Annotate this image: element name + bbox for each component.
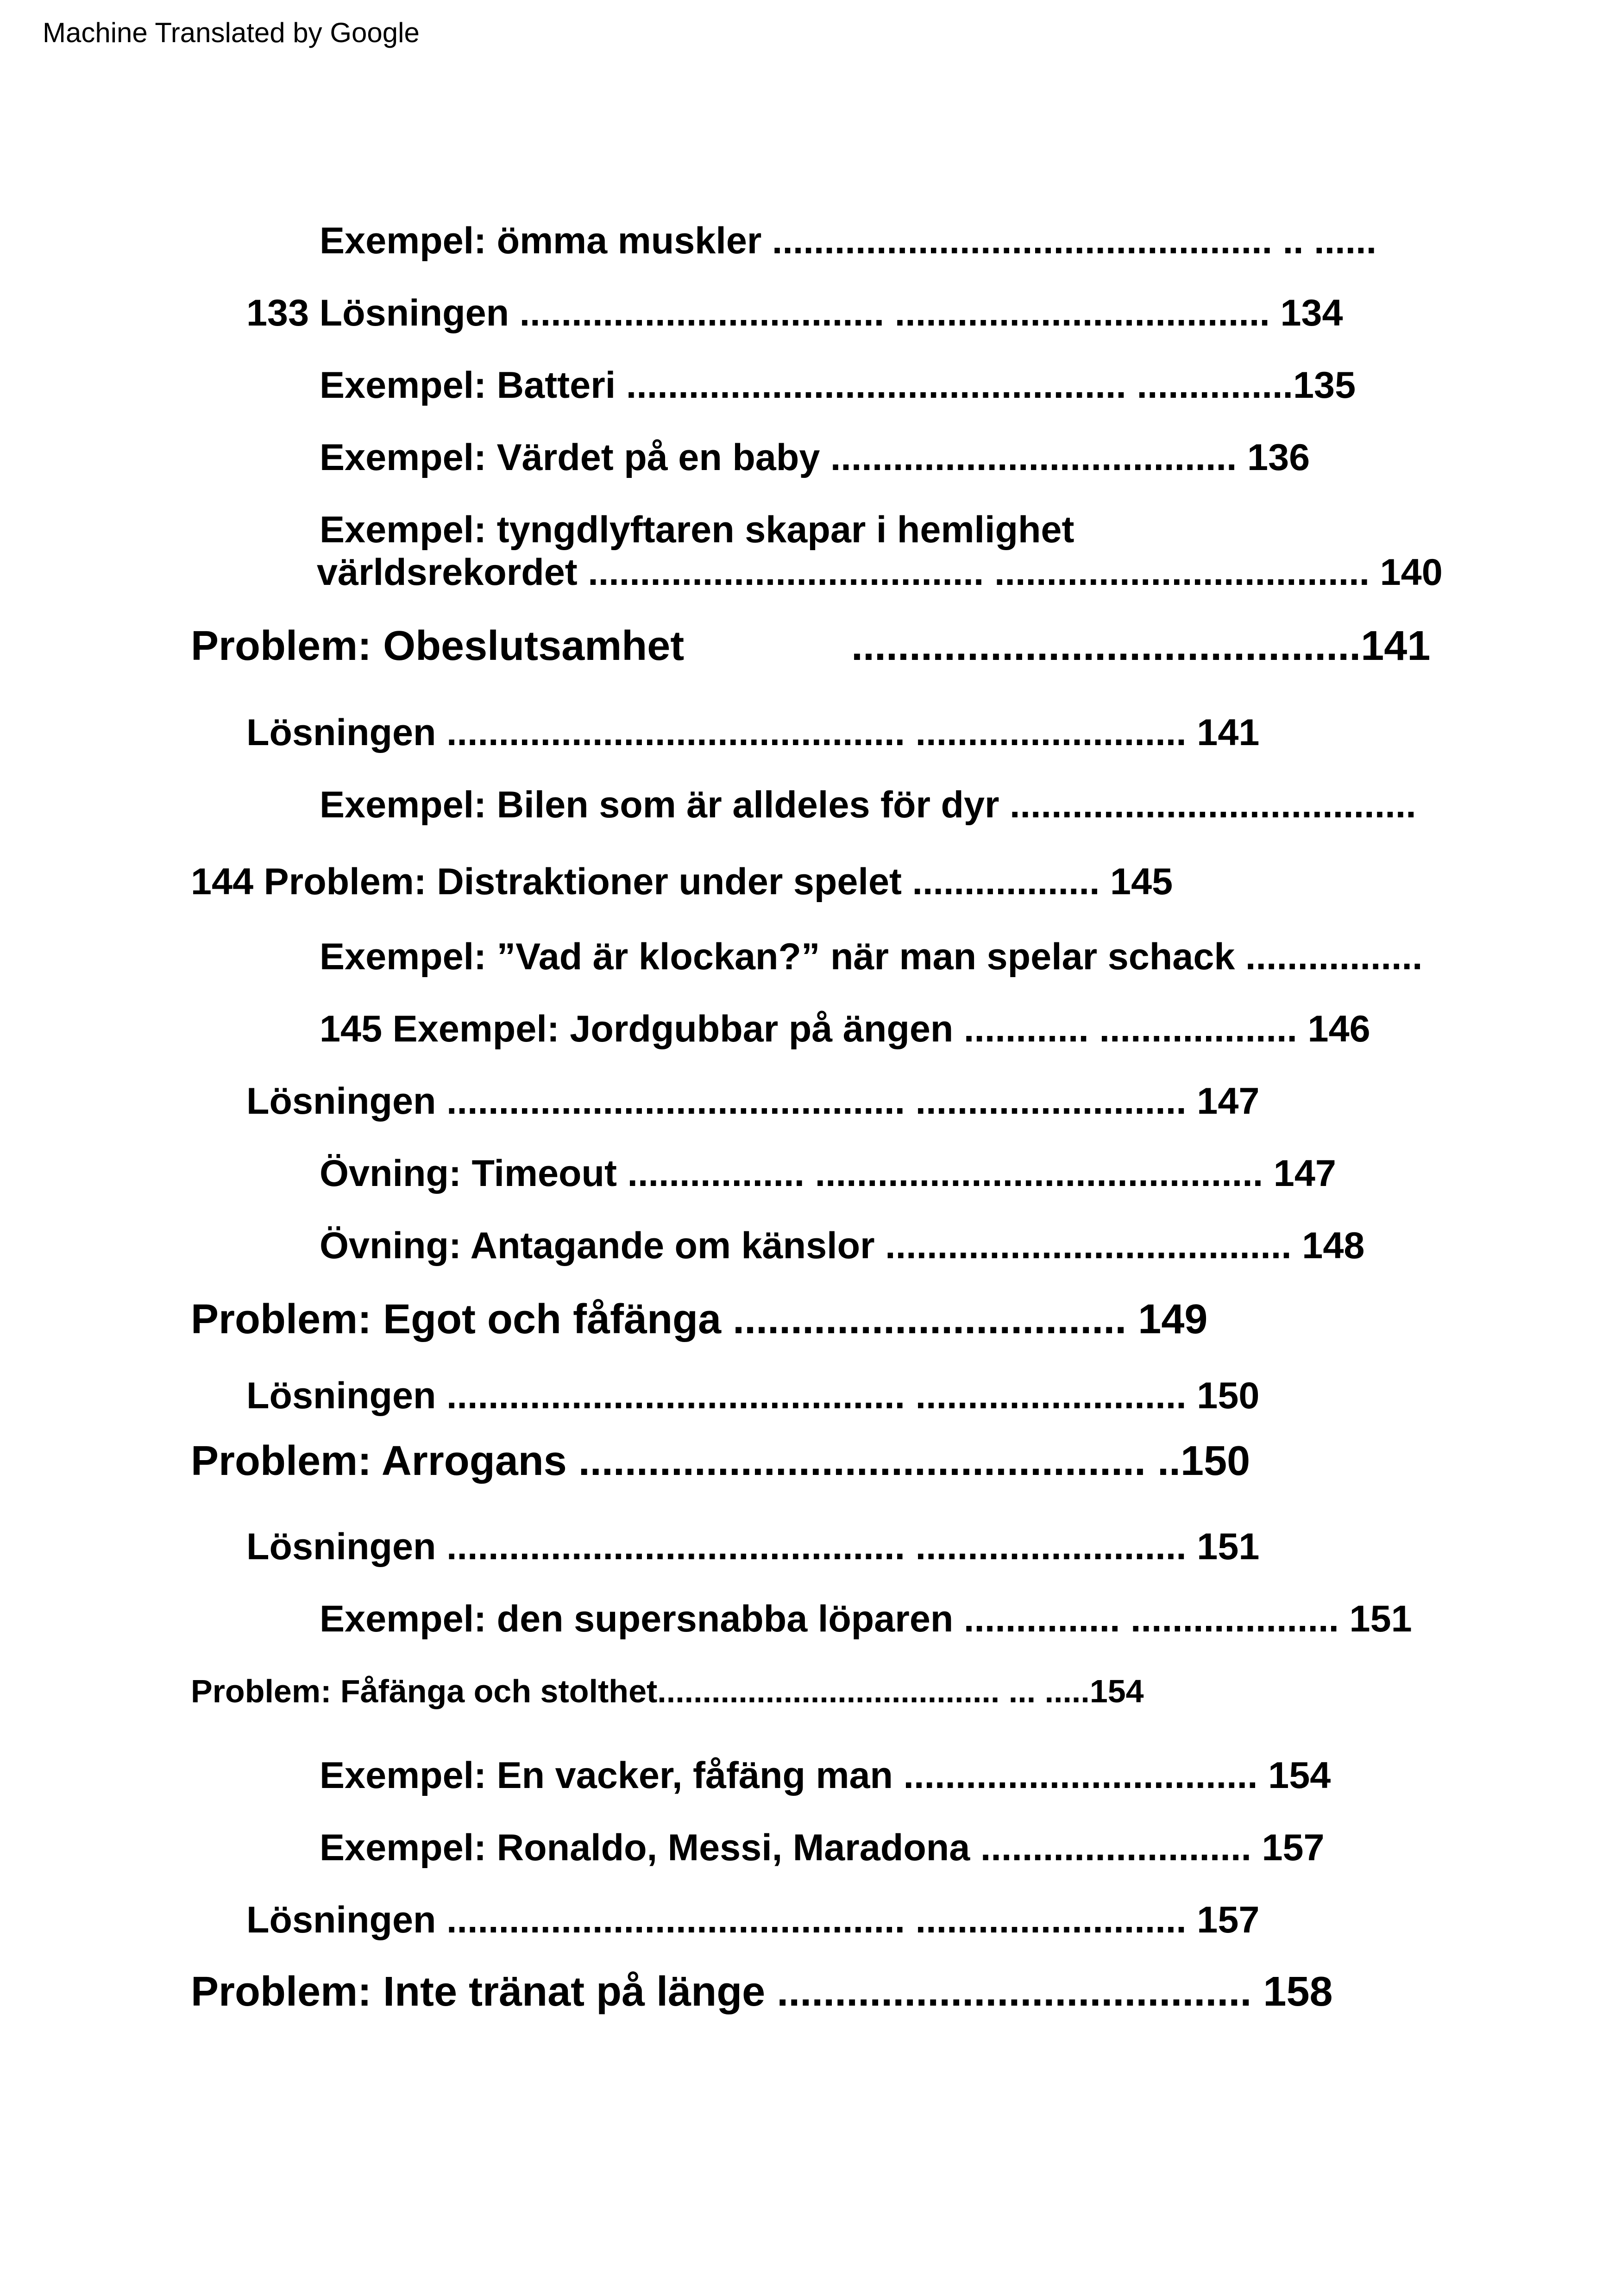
toc-entry: 144 Problem: Distraktioner under spelet .................. 145 (191, 861, 1173, 903)
toc-entry: världsrekordet ...................................... .................................... 140 (317, 552, 1443, 593)
toc-entry: ............................................141 (851, 623, 1431, 669)
toc-entry: Exempel: ”Vad är klockan?” när man spelar schack ................. (320, 936, 1423, 978)
toc-entry: Problem: Fåfänga och stolthet...................................... ... .....154 (191, 1673, 1144, 1709)
toc-entry: Övning: Timeout ................. ........................................... 147 (320, 1153, 1336, 1194)
toc-entry: Exempel: En vacker, fåfäng man .................................. 154 (320, 1755, 1331, 1796)
toc-entry: Problem: Obeslutsamhet (191, 623, 685, 669)
toc-entry: Exempel: den supersnabba löparen ............... .................... 151 (320, 1598, 1412, 1640)
toc-entry: Lösningen ............................................ .......................... 147 (246, 1080, 1260, 1122)
toc-entry: Lösningen ............................................ .......................... 150 (246, 1375, 1260, 1417)
toc-entry: Lösningen ............................................ .......................... 157 (246, 1899, 1260, 1941)
toc-entry: Problem: Arrogans ................................................. ..150 (191, 1438, 1250, 1484)
toc-entry: Övning: Antagande om känslor ....................................... 148 (320, 1225, 1365, 1267)
toc-entry: 145 Exempel: Jordgubbar på ängen ............ ................... 146 (320, 1008, 1370, 1050)
toc-entry: Problem: Egot och fåfänga .................................. 149 (191, 1296, 1208, 1342)
toc-entry: Exempel: Bilen som är alldeles för dyr ....................................... (320, 784, 1416, 826)
toc-entry: Exempel: tyngdlyftaren skapar i hemlighet (320, 509, 1074, 551)
toc-entry: Exempel: Batteri ................................................ ...............135 (320, 364, 1356, 406)
toc-entry: Exempel: ömma muskler ................................................ .. ...... (320, 220, 1377, 262)
toc-entry: Lösningen ............................................ .......................... 141 (246, 712, 1260, 753)
toc-entry: Problem: Inte tränat på länge ......................................... 158 (191, 1969, 1333, 2015)
machine-translation-header: Machine Translated by Google (43, 17, 420, 48)
toc-entry: Exempel: Värdet på en baby ....................................... 136 (320, 437, 1310, 478)
toc-entry: 133 Lösningen ................................... .................................... 134 (246, 292, 1343, 334)
toc-entry: Lösningen ............................................ .......................... 151 (246, 1526, 1260, 1568)
toc-entry: Exempel: Ronaldo, Messi, Maradona .......................... 157 (320, 1827, 1325, 1869)
